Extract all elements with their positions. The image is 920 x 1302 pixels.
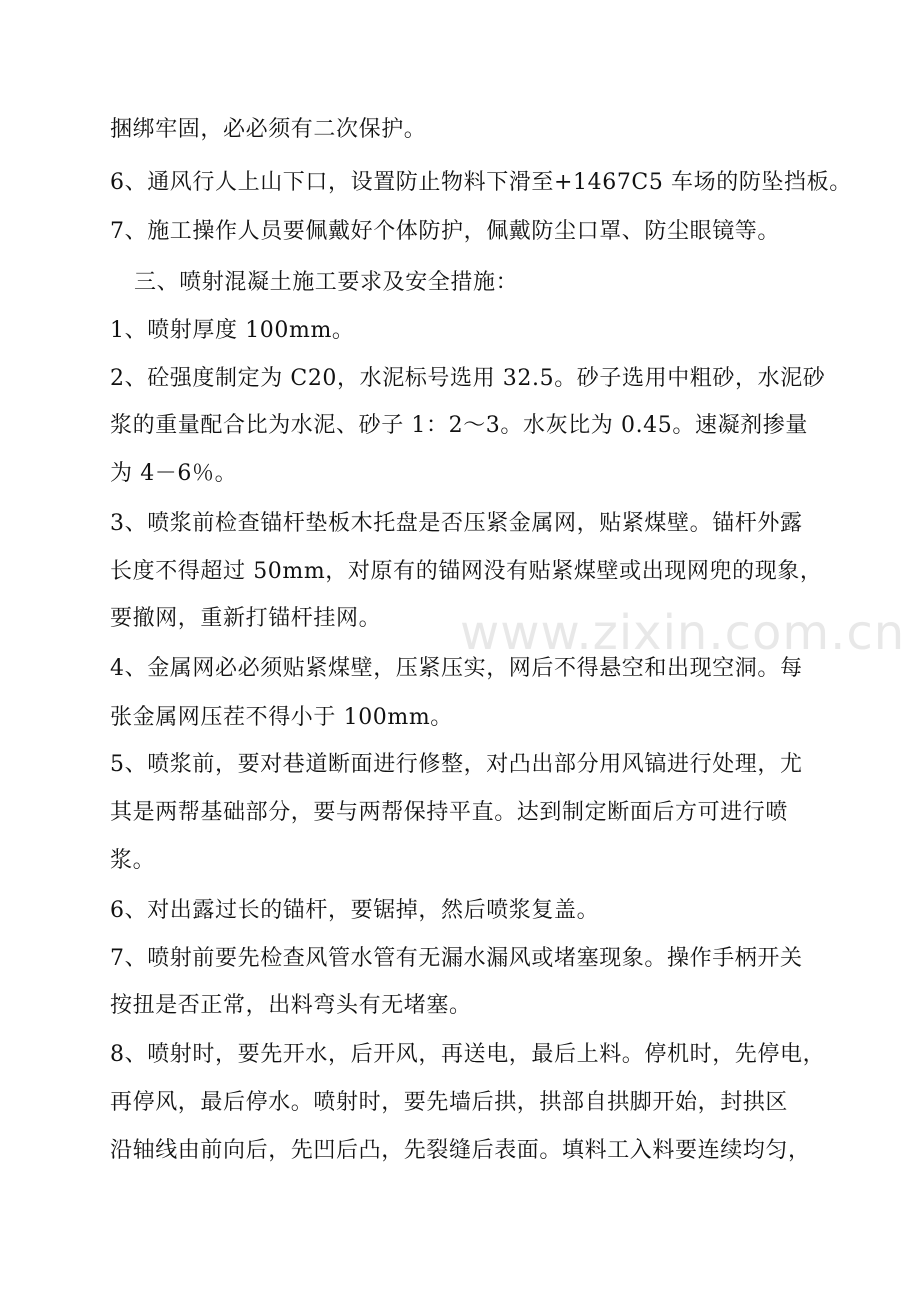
text-line: 6、对出露过长的锚杆，要锯掉，然后喷浆复盖。 (110, 898, 600, 923)
text-line: 捆绑牢固，必必须有二次保护。 (110, 117, 427, 142)
text-line: 张金属网压茬不得小于 100mm。 (110, 705, 453, 730)
text-line: 长度不得超过 50mm，对原有的锚网没有贴紧煤壁或出现网兜的现象， (110, 559, 823, 584)
text-line: 6、通风行人上山下口，设置防止物料下滑至+1467C5 车场的防坠挡板。 (110, 170, 852, 195)
text-line: 7、施工操作人员要佩戴好个体防护，佩戴防尘口罩、防尘眼镜等。 (110, 219, 780, 244)
text-line: 要撤网，重新打锚杆挂网。 (110, 606, 382, 631)
text-line: 为 4－6％。 (110, 461, 238, 486)
text-line: 5、喷浆前，要对巷道断面进行修整，对凸出部分用风镐进行处理，尤 (110, 752, 803, 777)
text-line: 按扭是否正常，出料弯头有无堵塞。 (110, 993, 472, 1018)
text-line: 沿轴线由前向后，先凹后凸，先裂缝后表面。填料工入料要连续均匀， (110, 1138, 811, 1163)
text-line: 8、喷射时，要先开水，后开风，再送电，最后上料。停机时，先停电， (110, 1042, 826, 1067)
text-line: 其是两帮基础部分，要与两帮保持平直。达到制定断面后方可进行喷 (110, 800, 789, 825)
text-line: 7、喷射前要先检查风管水管有无漏水漏风或堵塞现象。操作手柄开关 (110, 946, 803, 971)
text-line: 3、喷浆前检查锚杆垫板木托盘是否压紧金属网，贴紧煤壁。锚杆外露 (110, 511, 803, 536)
text-line: 再停风，最后停水。喷射时，要先墙后拱，拱部自拱脚开始，封拱区 (110, 1090, 789, 1115)
text-line: 2、砼强度制定为 C20，水泥标号选用 32.5。砂子选用中粗砂，水泥砂 (110, 366, 826, 391)
watermark: www.zixin.com.cn (460, 605, 906, 661)
section-heading: 三、喷射混凝土施工要求及安全措施： (134, 270, 519, 295)
text-line: 4、金属网必必须贴紧煤壁，压紧压实，网后不得悬空和出现空洞。每 (110, 656, 803, 681)
text-line: 浆。 (110, 848, 156, 873)
text-line: 浆的重量配合比为水泥、砂子 1：2～3。水灰比为 0.45。速凝剂掺量 (110, 413, 808, 438)
text-line: 1、喷射厚度 100mm。 (110, 318, 355, 343)
